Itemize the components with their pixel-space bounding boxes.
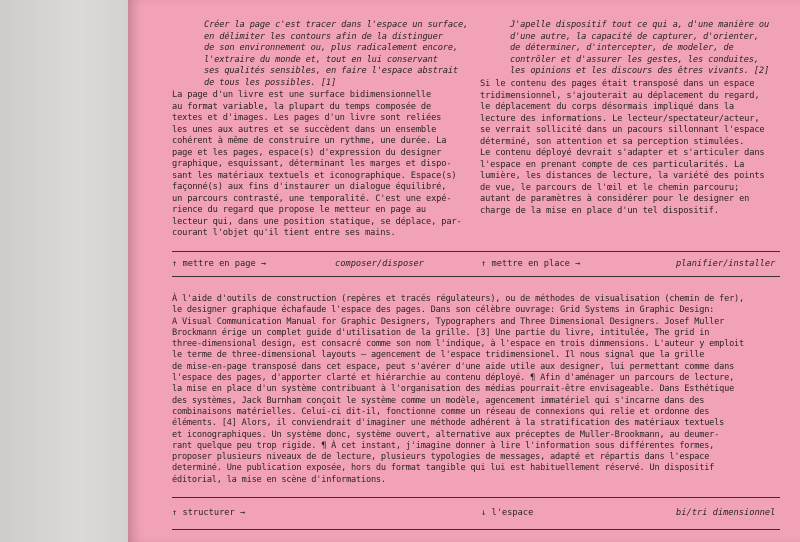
divider-bottom	[172, 497, 780, 498]
link-l-espace[interactable]: ↓ l'espace	[481, 508, 534, 518]
divider-top	[172, 251, 780, 252]
left-quote: Créer la page c'est tracer dans l'espace un surface, en délimiter les contours afin de la distinguer de son environnement ou, plus radicalement encore, l'extraire du monde et, tout en lui conservant ses qualités sensibles, en faire l'espace abstrait de tous les possibles. [1]	[204, 20, 469, 88]
link-mettre-en-page[interactable]: ↑ mettre en page →	[172, 259, 267, 269]
divider-footer	[172, 529, 780, 530]
main-text-block: À l'aide d'outils de construction (repères et tracés régulateurs), ou de méthodes de visualisation (chemin de fer), le designer graphique échafaude l'espace des pages. Dans son célèbre ouvrage: Grid Systems in Graphic Design: A Visual Communication Manual for Graphic Designers, Typographers and Three Dimensional Designers. Josef Muller Brockmann érige un complet guide d'utilisation de la grille. [3] Une partie du livre, intitulée, The grid in three-dimensional design, est consacré comme son nom l'indique, à l'espace en trois dimmensions. L'auteur y emploit le terme de three-dimensional layouts — agencement de l'espace tridimensionel. Il nous signal que la grille de mise-en-page transposé dans cet espace, peut s'avérer d'une aide utile aux designer, lui permettant comme dans l'espace des pages, d'apporter clarté et hiérarchie au contenu déployé. ¶ Afin d'aménager un parcours de lecture, la mise en place d'un système contribuant à l'organisation des médias pourrait-être envisageable. Dans Esthétique des systèmes, Jack Burnham conçoit le système comme un modèle, agencement immatériel qui s'incarne dans des combinaisons matérielles. Celui-ci dit-il, fonctionne comme un réseau de connexions qui relie et ordonne des éléments. [4] Alors, il conviendrait d'imaginer une méthode adhérent à la stratification des matériaux textuels et iconographiques. Un système donc, système ouvert, alternative aux préceptes de Muller-Brookmann, au deumer- rant quelque peu trop rigide. ¶ À cet instant, j'imagine donner à lire l'information sous différentes formes, proposer plusieurs niveaux de de lecture, plusieurs typologies de messages, adapté et répartis dans l'espace determiné. Une publication exposée, hors du format tangible qui lui est habituellement réservé. Un dispositif éditorial, la mise en scène d'informations.	[172, 294, 744, 485]
divider-mid	[172, 276, 780, 277]
label-composer-disposer: composer/disposer	[335, 259, 424, 269]
label-bi-tri-dimensionnel: bi/tri dimensionnel	[676, 508, 776, 518]
right-body-text: Si le contenu des pages était transposé dans un espace tridimensionnel, s'ajouterait au déplacement du regard, le déplacement du corps désormais impliqué dans la lecture des informations. Le lecteur/spectateur/acteur, se verrait sollicité dans un pacours sillonnant l'espace déterminé, son attention et sa perception stimulées. Le contenu déployé devrait s'adapter et s'articuler dans l'espace en prenant compte de ces particularités. La lumière, les distances de lecture, la variété des points de vue, le parcours de l'œil et le chemin parcouru; autant de paramètres à considérer pour le designer en charge de la mise en place d'un tel dispositif.	[480, 79, 765, 216]
left-body-text: La page d'un livre est une surface bidimensionnelle au format variable, la plupart du temps composée de textes et d'images. Les pages d'un livre sont reliées les unes aux autres et se succèdent dans un ensemble cohérent à même de construire un rythme, une durée. La page et les pages, espace(s) d'expression du designer graphique, esquissant, déterminant les marges et dispo- sant les matériaux textuels et iconographique. Espace(s) façonné(s) aux fins d'instaurer un dialogue équilibré, un parcours contrasté, une temporalité. C'est une expé- rience du regard que propose le metteur en page au lecteur qui, dans une position statique, se déplace, par- courant l'objet qu'il tient entre ses mains.	[172, 90, 462, 238]
desk-background	[0, 0, 128, 542]
link-mettre-en-place[interactable]: ↑ mettre en place →	[481, 259, 581, 269]
right-quote: J'apelle dispositif tout ce qui a, d'une manière ou d'une autre, la capacité de capturer, d'orienter, de déterminer, d'intercepter, de modeler, de contrôler et d'assurer les gestes, les conduites, les opinions et les discours des êtres vivants. [2]	[510, 20, 770, 76]
link-structurer[interactable]: ↑ structurer →	[172, 508, 246, 518]
label-planifier-installer: planifier/installer	[676, 259, 776, 269]
